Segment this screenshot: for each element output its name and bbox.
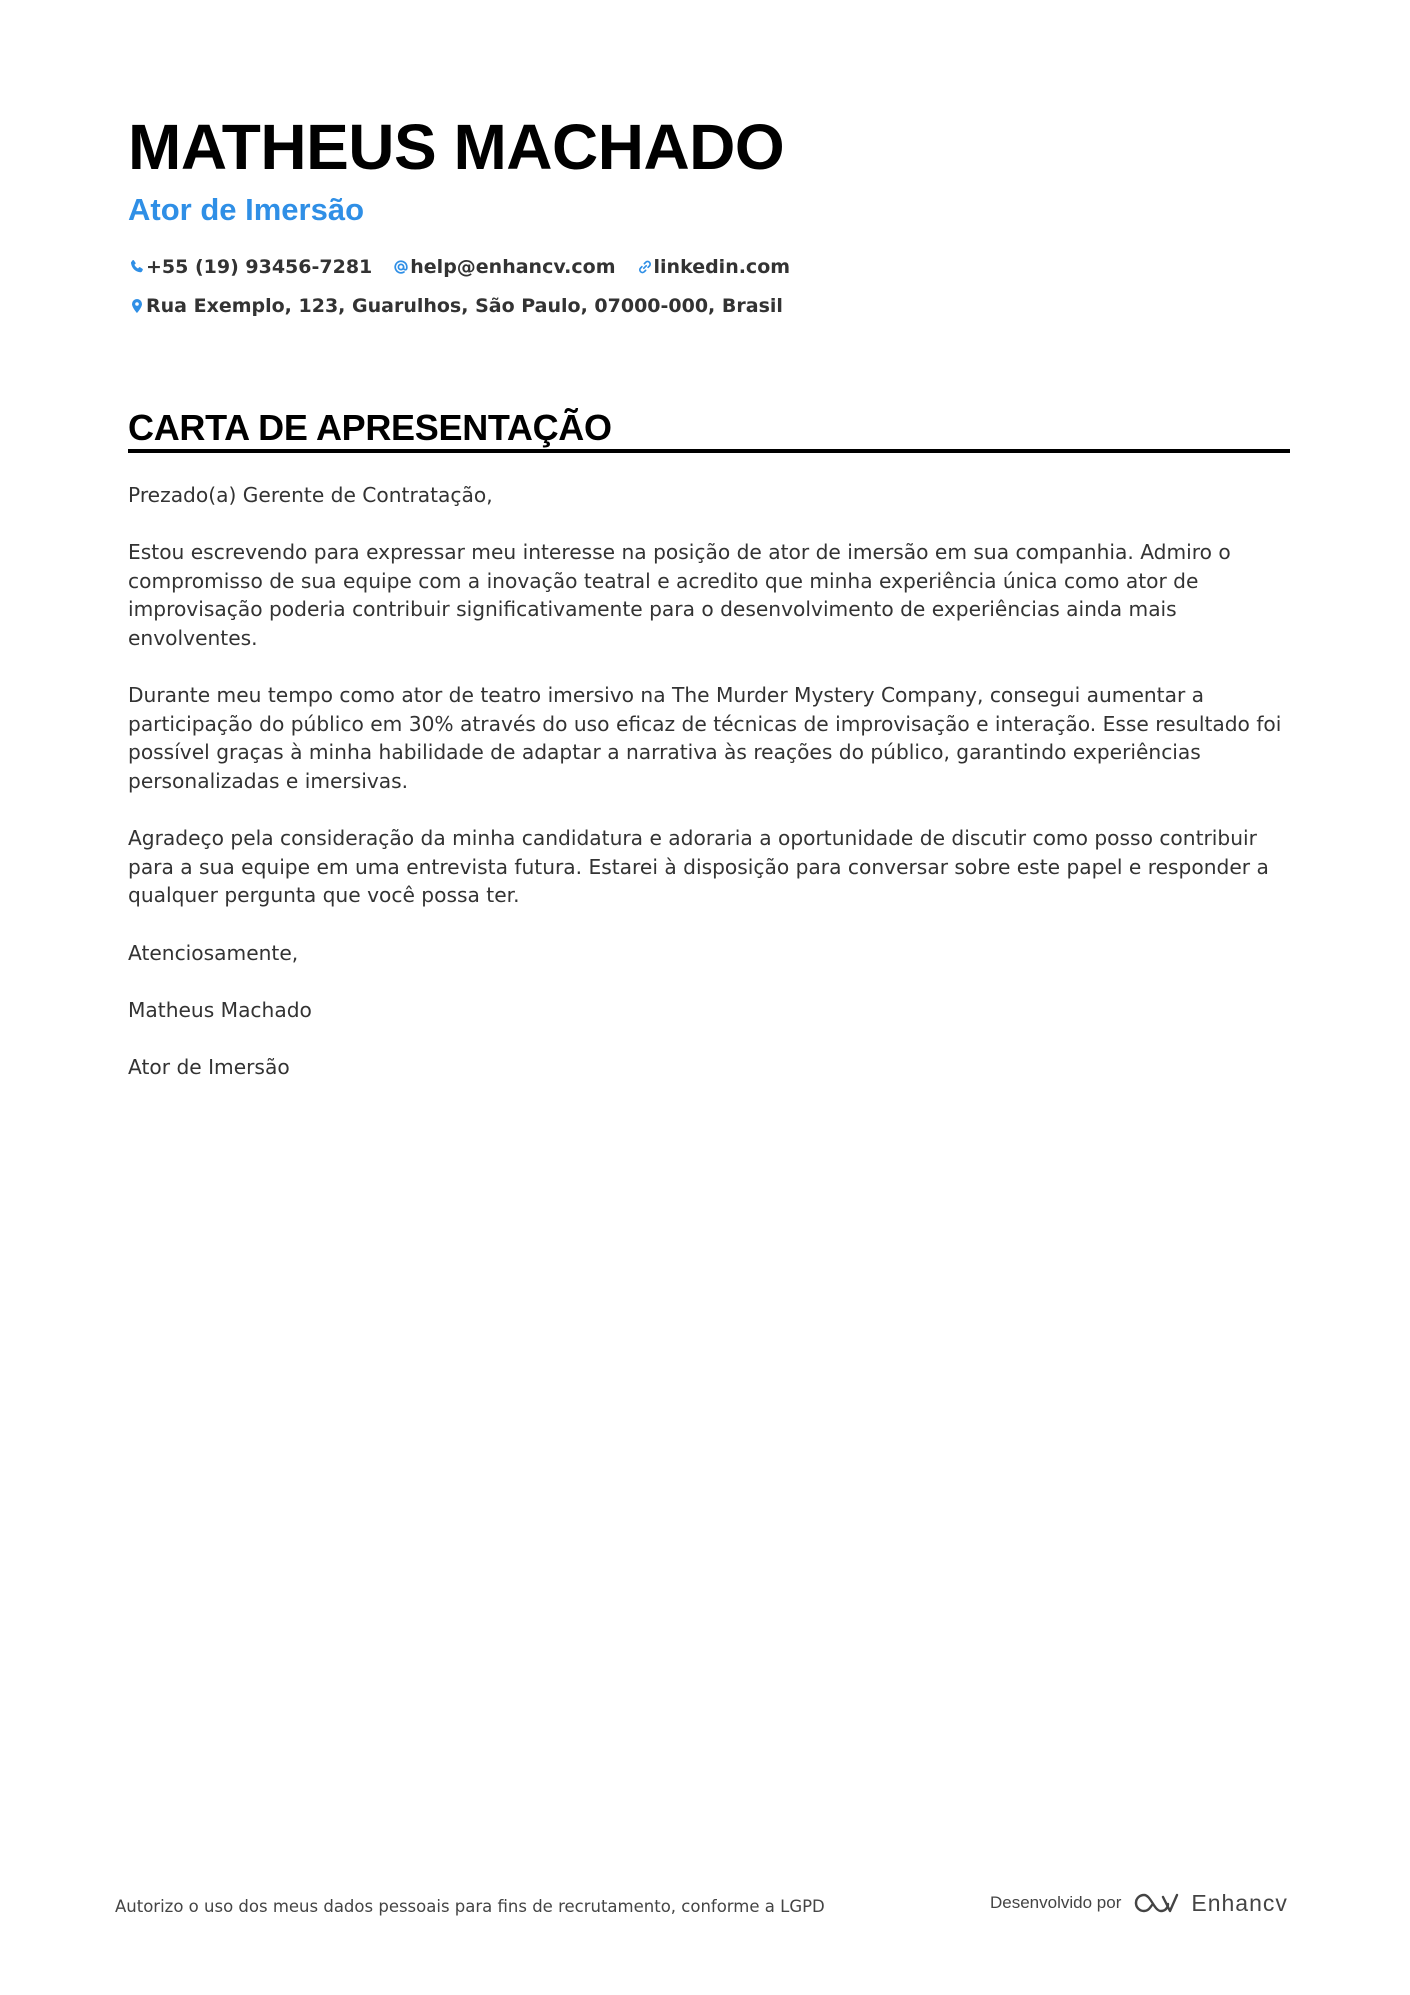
phone-text: +55 (19) 93456-7281 [146, 256, 373, 278]
letter-greeting: Prezado(a) Gerente de Contratação, [128, 483, 493, 507]
contact-email[interactable] [392, 254, 615, 280]
letter-paragraph-1: Estou escrevendo para expressar meu interesse na posição de ator de imersão em sua companhia. Admiro o compromisso de sua equipe com a inovação teatral e acredito que minha experiência única como ator de improvisação poderia contribuir significativamente para o desenvolvimento de experiências ainda mais envolventes. [128, 540, 1231, 650]
signature-title: Ator de Imersão [128, 1054, 290, 1079]
location-pin-icon [128, 297, 146, 315]
section-divider [128, 449, 1290, 453]
signature-name: Matheus Machado [128, 997, 312, 1022]
link-icon [636, 258, 654, 276]
at-icon [392, 258, 410, 276]
contact-phone [128, 254, 372, 280]
letter-paragraph-2: Durante meu tempo como ator de teatro imersivo na The Murder Mystery Company, consegui aumentar a participação do público em 30% através do uso eficaz de técnicas de improvisação e interação. Esse resultado foi possível graças à minha habilidade de adaptar a narrativa às reações do público, garantindo experiências personalizadas e imersivas. [128, 683, 1282, 793]
letter-closing: Atenciosamente, [128, 940, 299, 965]
address-text: Rua Exemplo, 123, Guarulhos, São Paulo, 07000-000, Brasil [146, 295, 783, 317]
email-text[interactable]: help@enhancv.com [410, 256, 616, 278]
contact-address [128, 293, 783, 319]
powered-by[interactable] [990, 1890, 1288, 1916]
letter-paragraph-3: Agradeço pela consideração da minha candidatura e adoraria a oportunidade de discutir como posso contribuir para a sua equipe em uma entrevista futura. Estarei à disposição para conversar sobre este papel e responder a qualquer pergunta que você possa ter. [128, 826, 1269, 908]
consent-note: Autorizo o uso dos meus dados pessoais para fins de recrutamento, conforme a LGPD [115, 1897, 825, 1916]
brand-name: Enhancv [1191, 1890, 1288, 1916]
phone-icon [128, 258, 146, 276]
section-title: CARTA DE APRESENTAÇÃO [128, 407, 612, 448]
candidate-name: MATHEUS MACHADO [128, 111, 785, 183]
contact-link[interactable] [636, 254, 791, 280]
powered-by-label: Desenvolvido por [990, 1893, 1122, 1912]
contact-row [128, 254, 810, 280]
address-row [128, 293, 803, 319]
letter-body [128, 481, 1296, 1110]
enhancv-logo-icon [1133, 1890, 1179, 1916]
link-text[interactable]: linkedin.com [653, 256, 791, 278]
candidate-role: Ator de Imersão [128, 192, 365, 227]
